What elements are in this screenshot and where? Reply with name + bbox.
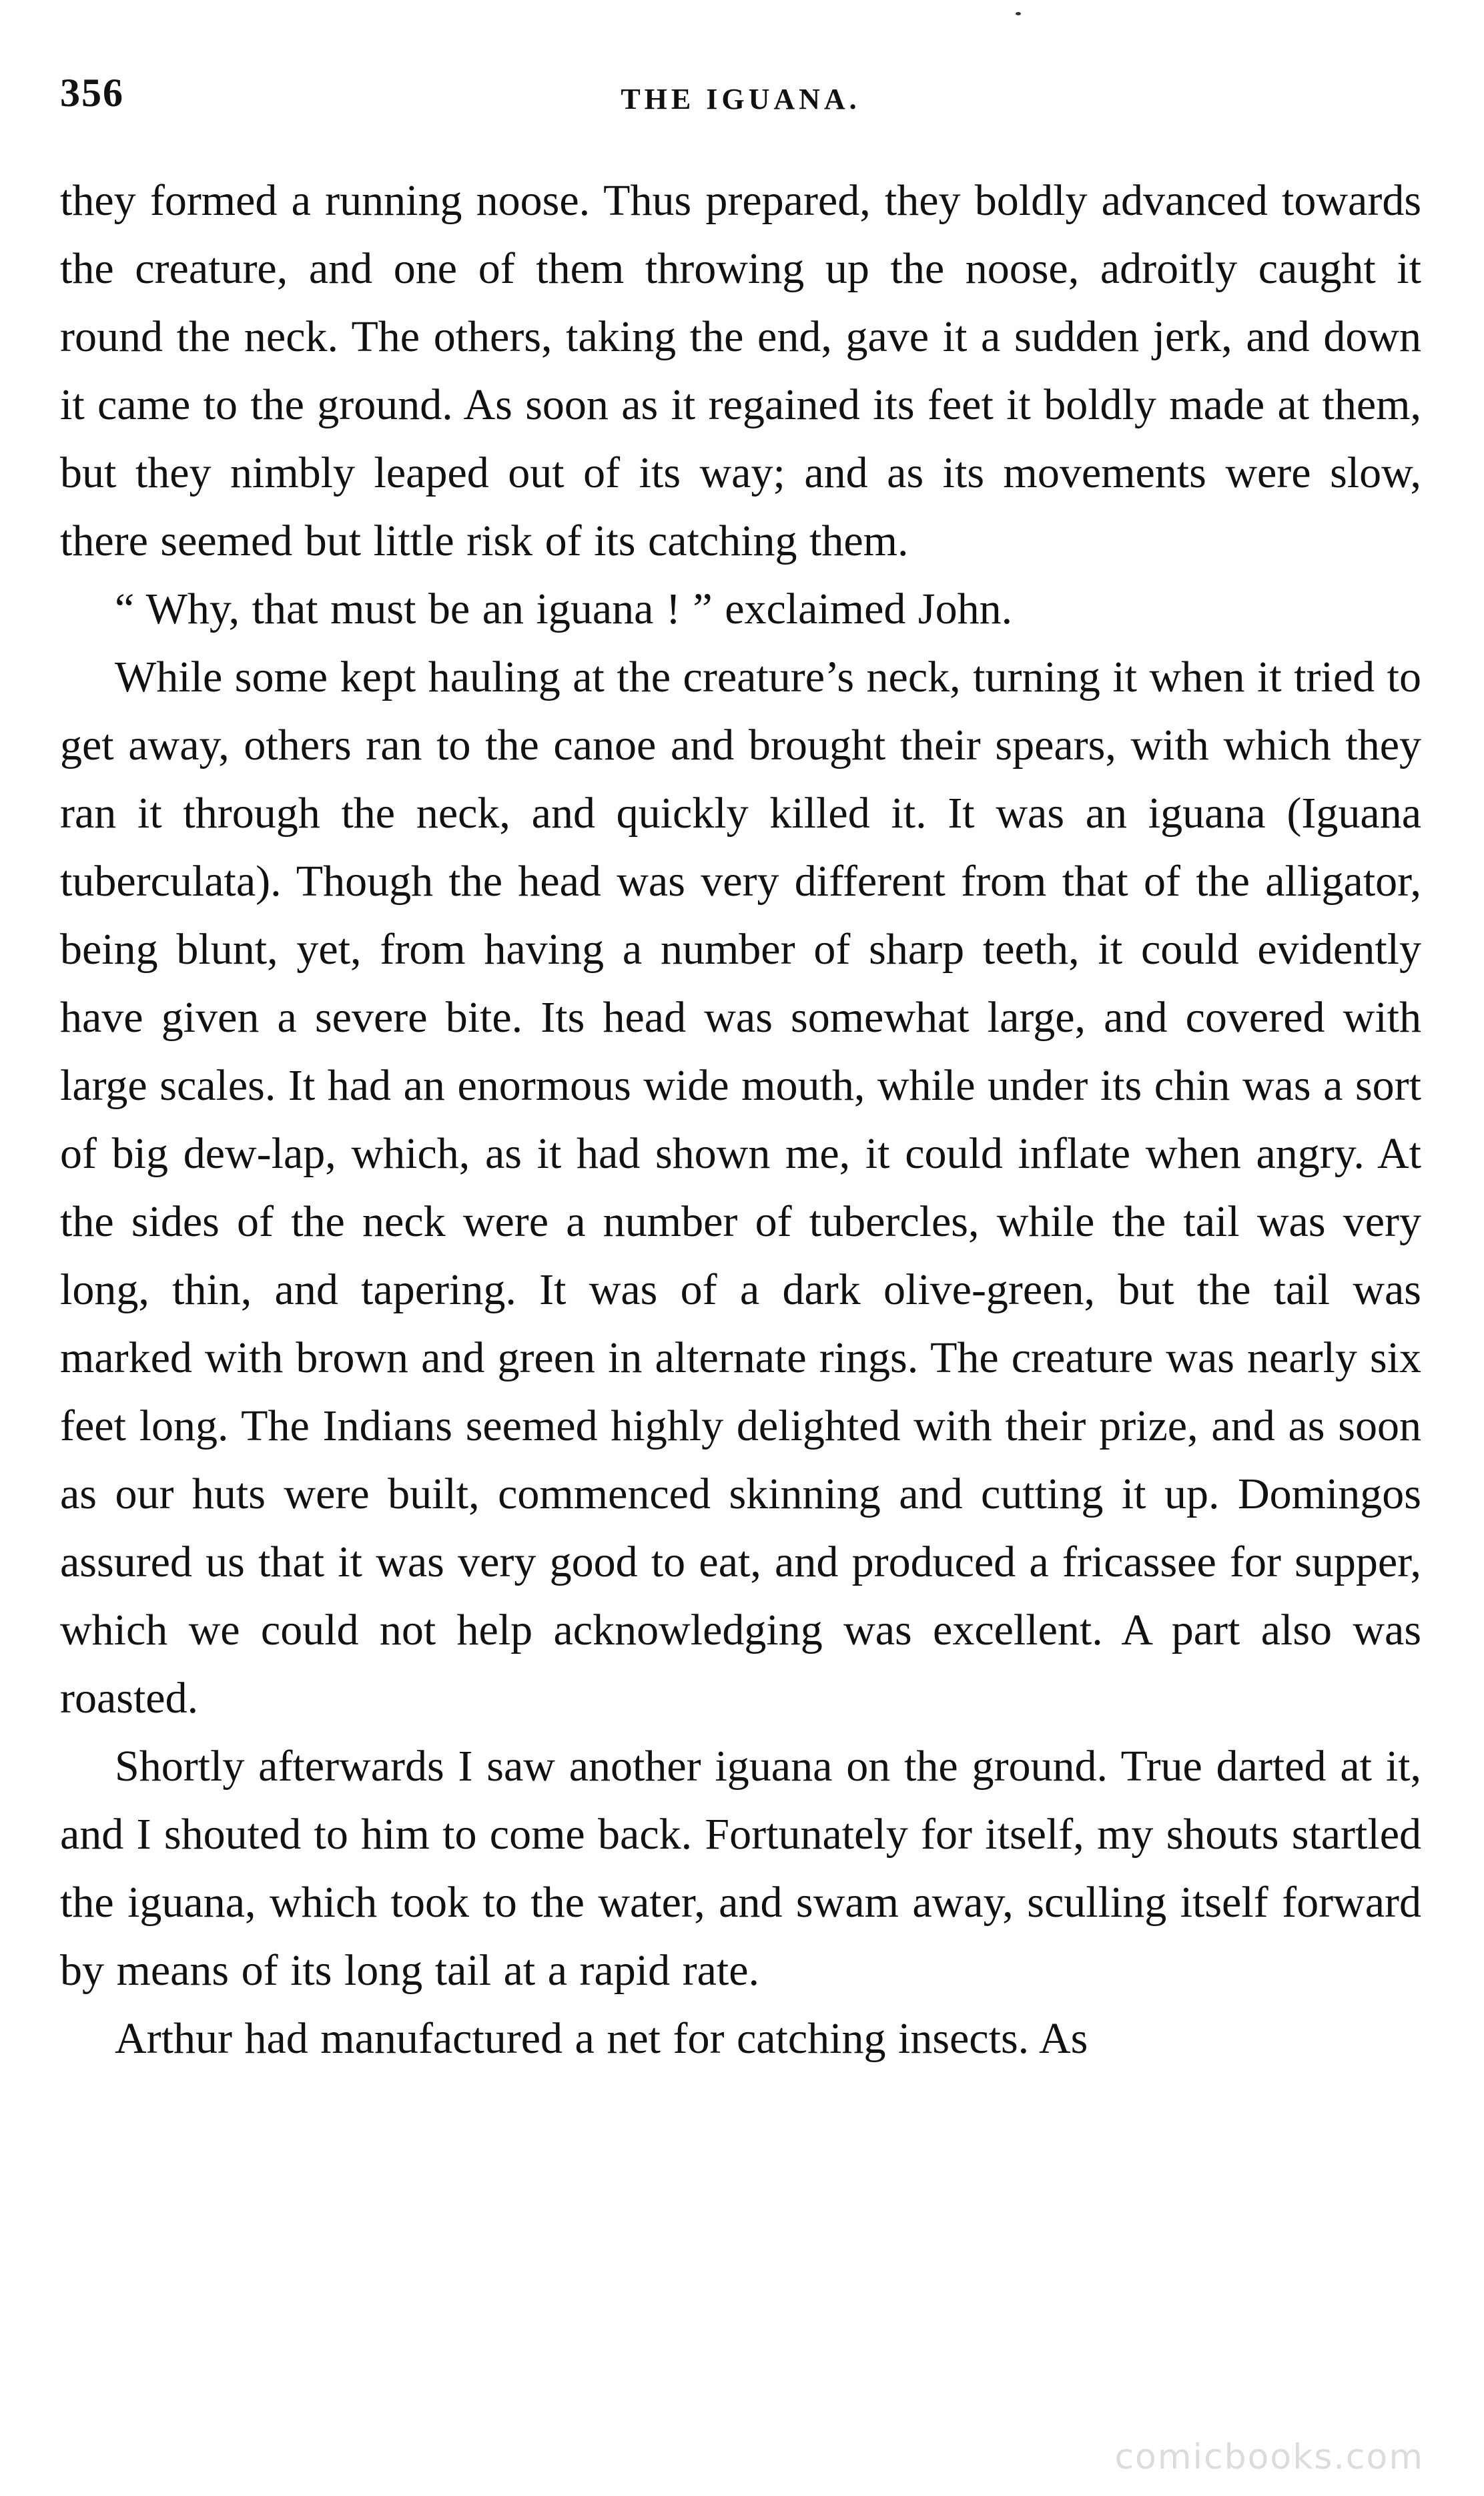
paragraph-5: Arthur had manufactured a net for catching insects. As	[115, 2014, 1088, 2063]
body-text	[60, 167, 1421, 2073]
book-page	[60, 0, 1421, 2496]
paragraph-4: Shortly afterwards I saw another iguana on the ground. True darted at it, and I shouted to him to come back. Fortunately for itself, my shouts startled the iguana, which took to the water, and swam away, sculling itself forward by means of its long tail at a rapid rate.	[60, 1742, 1421, 1995]
paragraph-2: “ Why, that must be an iguana ! ” exclaimed John.	[115, 585, 1013, 633]
paragraph-3: While some kept hauling at the creature’s neck, turning it when it tried to get away, others ran to the canoe and brought their spears, with which they ran it through the neck, and quickly killed it. It was an iguana (Iguana tuberculata). Though the head was very different from that of the alligator, being blunt, yet, from having a number of sharp teeth, it could evidently have given a severe bite. Its head was somewhat large, and covered with large scales. It had an enormous wide mouth, while under its chin was a sort of big dew-lap, which, as it had shown me, it could inflate when angry. At the sides of the neck were a number of tubercles, while the tail was very long, thin, and tapering. It was of a dark olive-green, but the tail was marked with brown and green in alternate rings. The creature was nearly six feet long. The Indians seemed highly delighted with their prize, and as soon as our huts were built, commenced skinning and cutting it up. Domingos assured us that it was very good to eat, and produced a fricassee for supper, which we could not help acknowledging was excellent. A part also was roasted.	[60, 653, 1421, 1723]
page-number: 356	[60, 71, 124, 115]
page-header	[60, 70, 1421, 130]
paragraph-1: they formed a running noose. Thus prepared, they boldly advanced towards the creature, and one of them throwing up the noose, adroitly caught it round the neck. The others, taking the end, gave it a sudden jerk, and down it came to the ground. As soon as it regained its feet it boldly made at them, but they nimbly leaped out of its way; and as its movements were slow, there seemed but little risk of its catching them.	[60, 176, 1421, 565]
running-head: THE IGUANA.	[621, 83, 861, 115]
watermark: comicbooks.com	[1114, 2437, 1424, 2477]
